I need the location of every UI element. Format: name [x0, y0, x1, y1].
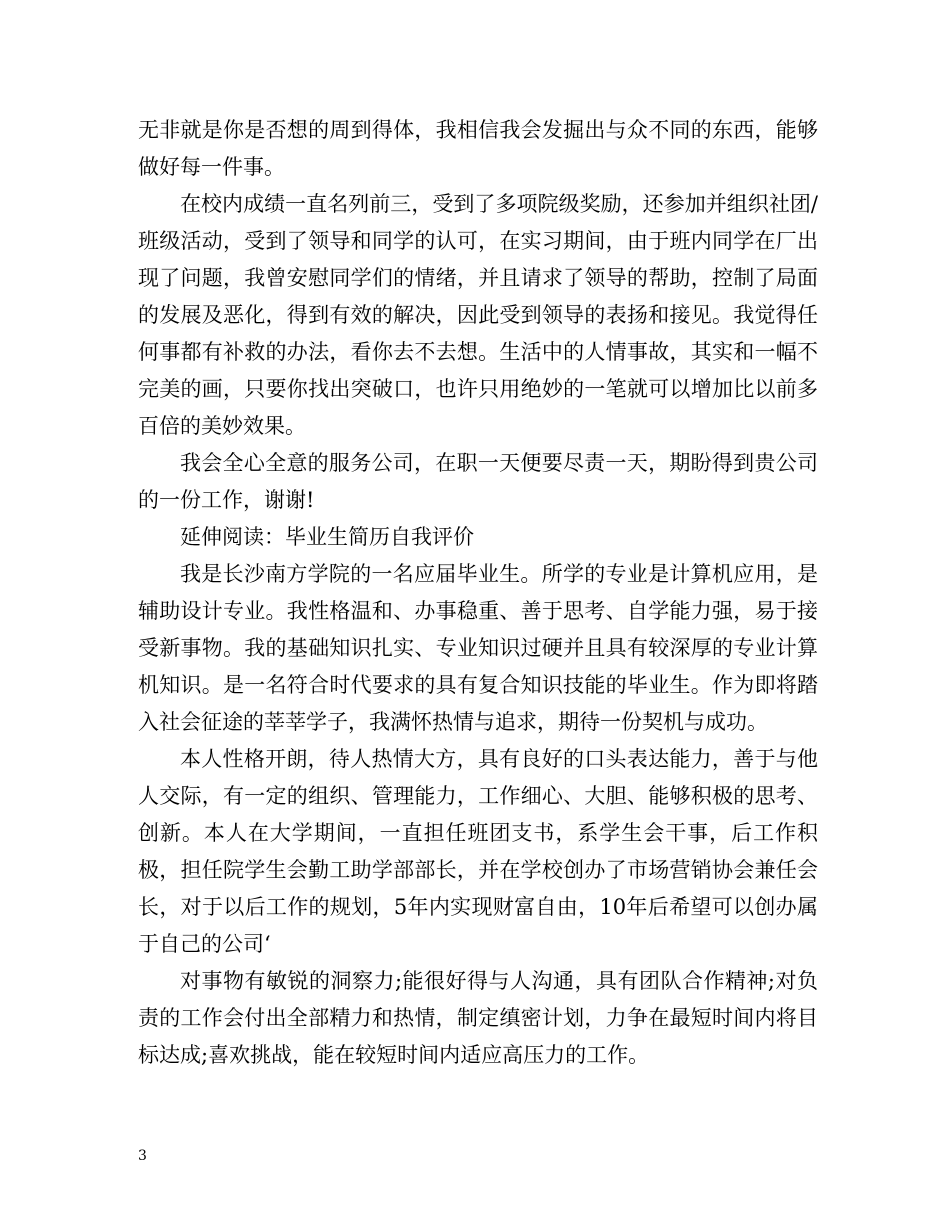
section-heading-extended-reading: 延伸阅读：毕业生简历自我评价: [180, 525, 474, 549]
paragraph-closing-thanks: 我会全心全意的服务公司，在职一天便要尽责一天，期盼得到贵公司的一份工作，谢谢!: [138, 451, 818, 512]
paragraph-school-achievements: 在校内成绩一直名列前三，受到了多项院级奖励，还参加并组织社团/班级活动，受到了领导和同学的认可，在实习期间，由于班内同学在厂出现了问题，我曾安慰同学们的情绪，并且请求了领导的帮助，控制了局面的发展及恶化，得到有效的解决，因此受到领导的表扬和接见。我觉得任何事都有补救的办法，看你去不去想。生活中的人情事故，其实和一幅不完美的画，只要你找出突破口，也许只用绝妙的一笔就可以增加比以前多百倍的美妙效果。: [138, 192, 818, 438]
paragraph-personality: 本人性格开朗，待人热情大方，具有良好的口头表达能力，善于与他人交际，有一定的组织、管理能力，工作细心、大胆、能够积极的思考、创新。本人在大学期间，一直担任班团支书，系学生会干事，后工作积极，担任院学生会勤工助学部部长，并在学校创办了市场营销协会兼任会长，对于以后工作的规划，5年内实现财富自由，10年后希望可以创办属于自己的公司‘: [138, 747, 818, 956]
document-body: [138, 112, 818, 1074]
page-number: 3: [138, 1148, 147, 1164]
paragraph-self-introduction: 我是长沙南方学院的一名应届毕业生。所学的专业是计算机应用，是辅助设计专业。我性格温和、办事稳重、善于思考、自学能力强，易于接受新事物。我的基础知识扎实、专业知识过硬并且具有较深厚的专业计算机知识。是一名符合时代要求的具有复合知识技能的毕业生。作为即将踏入社会征途的莘莘学子，我满怀热情与追求，期待一份契机与成功。: [138, 562, 818, 734]
paragraph-continuation: 无非就是你是否想的周到得体，我相信我会发掘出与众不同的东西，能够做好每一件事。: [138, 118, 818, 179]
paragraph-strengths: 对事物有敏锐的洞察力;能很好得与人沟通，具有团队合作精神;对负责的工作会付出全部精力和热情，制定缜密计划，力争在最短时间内将目标达成;喜欢挑战，能在较短时间内适应高压力的工作。: [138, 969, 818, 1067]
